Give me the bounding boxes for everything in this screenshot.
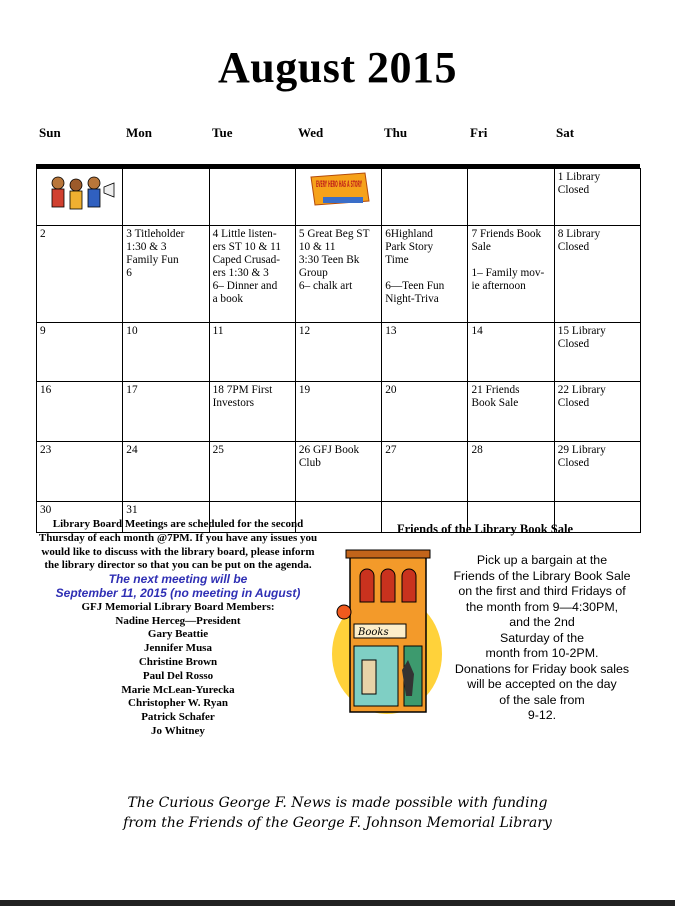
svg-text:EVERY HERO HAS A STORY: EVERY HERO HAS A STORY <box>315 180 362 190</box>
calendar-day-text: 20 <box>385 384 397 396</box>
footer-note <box>0 793 675 833</box>
weekday-fri: Fri <box>470 125 488 140</box>
calendar-day-cell <box>37 323 123 382</box>
calendar-day-text: 2 <box>40 228 46 240</box>
footer-line2: from the Friends of the George F. Johnson Memorial Library <box>123 815 552 831</box>
board-member: Marie McLean-Yurecka <box>121 683 235 696</box>
calendar-week <box>37 226 641 323</box>
calendar-day-cell <box>123 226 209 323</box>
book-sale-donations: Donations for Friday book sales will be accepted on the day of the sale from 9-12. <box>454 661 630 722</box>
calendar-day-cell <box>382 169 468 226</box>
board-member: Paul Del Rosso <box>142 669 214 682</box>
calendar-day-cell <box>382 226 468 323</box>
calendar-week <box>37 442 641 502</box>
board-member: Christopher W. Ryan <box>128 697 228 710</box>
bookstore-illustration <box>330 542 445 717</box>
calendar-day-cell <box>209 323 295 382</box>
calendar-day-text: 1 Library Closed <box>557 171 601 196</box>
calendar-day-text: 3 Titleholder 1:30 & 3 Family Fun 6 <box>126 228 185 279</box>
page-title: August 2015 <box>218 43 457 92</box>
footer-line1: The Curious George F. News is made possible with funding <box>127 795 548 811</box>
calendar-day-cell <box>123 442 209 502</box>
calendar-day-cell <box>382 382 468 442</box>
calendar-day-cell <box>123 382 209 442</box>
board-meeting-info: Library Board Meetings are scheduled for the second Thursday of each month @7PM. If you have any issues you would like to discuss with the library board, please inform the library director so that you can be put on the agenda. <box>38 518 318 572</box>
calendar-day-text: 24 <box>126 444 138 456</box>
bottom-rule <box>0 900 675 906</box>
calendar-day-text: 7 Friends Book Sale 1– Family mov- ie afternoon <box>471 228 545 292</box>
calendar-day-cell <box>37 382 123 442</box>
board-member: Jennifer Musa <box>144 642 212 655</box>
calendar-day-text: 4 Little listen- ers ST 10 & 11 Caped Crusad- ers 1:30 & 3 6– Dinner and a book <box>212 228 282 305</box>
calendar-day-text: 18 7PM First Investors <box>212 384 273 409</box>
calendar-day-text: 29 Library Closed <box>557 444 606 469</box>
calendar-day-cell <box>295 382 381 442</box>
calendar-day-text: 15 Library Closed <box>557 325 606 350</box>
calendar-day-cell <box>209 442 295 502</box>
calendar-day-text: 8 Library Closed <box>557 228 601 253</box>
calendar-day-cell <box>382 323 468 382</box>
calendar-day-text: 19 <box>298 384 311 396</box>
calendar-day-cell <box>468 442 554 502</box>
board-member: Gary Beattie <box>147 628 209 641</box>
calendar-day-text: 16 <box>40 384 52 396</box>
book-sale-text <box>440 553 644 724</box>
calendar-day-text: 27 <box>385 444 397 456</box>
calendar-day-cell <box>554 226 640 323</box>
board-member: Patrick Schafer <box>141 711 215 724</box>
weekday-wed: Wed <box>298 125 324 140</box>
calendar-day-cell <box>37 442 123 502</box>
board-member: Nadine Herceg—President <box>115 614 241 627</box>
calendar-day-cell <box>37 226 123 323</box>
calendar-day-cell <box>295 226 381 323</box>
calendar-day-cell <box>468 382 554 442</box>
board-member: Christine Brown <box>138 655 218 668</box>
calendar-day-cell <box>209 169 295 226</box>
calendar-day-cell <box>295 169 381 226</box>
library-board-section <box>28 518 328 739</box>
calendar-day-text: 28 <box>471 444 483 456</box>
calendar-day-cell <box>295 442 381 502</box>
calendar-day-cell <box>37 169 123 226</box>
calendar-day-text: 5 Great Beg ST 10 & 11 3:30 Teen Bk Group 6– chalk art <box>298 228 370 292</box>
calendar-day-text: 31 <box>126 504 138 516</box>
calendar-week <box>37 382 641 442</box>
next-meeting-line1: The next meeting will be <box>108 572 248 587</box>
board-members-heading: GFJ Memorial Library Board Members: <box>81 600 275 613</box>
calendar-day-text: 17 <box>126 384 138 396</box>
calendar-day-text: 12 <box>298 325 311 337</box>
book-sale-title: Friends of the Library Book Sale <box>396 522 574 536</box>
calendar-day-cell <box>554 169 640 226</box>
shop-sign-text: Books <box>358 627 389 638</box>
calendar-day-cell <box>468 226 554 323</box>
weekday-tue: Tue <box>212 125 233 140</box>
calendar-day-cell <box>209 226 295 323</box>
calendar-day-cell <box>468 169 554 226</box>
weekday-mon: Mon <box>126 125 152 140</box>
weekday-sat: Sat <box>556 125 575 140</box>
calendar-day-text: 14 <box>471 325 483 337</box>
calendar-day-text: 10 <box>126 325 138 337</box>
calendar-week <box>37 169 641 226</box>
calendar-day-cell <box>554 442 640 502</box>
calendar-day-cell <box>123 323 209 382</box>
calendar-day-text: 21 Friends Book Sale <box>471 384 520 409</box>
calendar-day-text: 6Highland Park Story Time 6—Teen Fun Night-Triva <box>385 228 445 305</box>
calendar-day-text: 23 <box>40 444 52 456</box>
board-members-list <box>28 615 328 739</box>
calendar-day-cell <box>382 442 468 502</box>
calendar-week <box>37 323 641 382</box>
calendar-grid <box>36 168 641 533</box>
calendar-day-cell <box>554 382 640 442</box>
calendar-day-text: 13 <box>385 325 397 337</box>
next-meeting-line2: September 11, 2015 (no meeting in August) <box>55 585 301 600</box>
calendar-day-cell <box>554 323 640 382</box>
weekday-sun: Sun <box>39 125 61 140</box>
superhero-kids-icon <box>42 173 118 217</box>
every-hero-logo <box>307 171 371 209</box>
calendar-day-text: 22 Library Closed <box>557 384 606 409</box>
calendar-day-cell <box>295 323 381 382</box>
calendar-day-text: 9 <box>40 325 46 337</box>
calendar-day-cell <box>209 382 295 442</box>
calendar-day-text: 30 <box>40 504 52 516</box>
calendar-day-text: 25 <box>212 444 224 456</box>
book-sale-schedule: Pick up a bargain at the Friends of the Library Book Sale on the first and third Fridays of the month from 9—4:30PM, and the 2nd Saturday of the month from 10-2PM. <box>453 553 631 660</box>
board-member: Jo Whitney <box>151 724 205 737</box>
calendar-day-cell <box>468 323 554 382</box>
calendar-day-text: 26 GFJ Book Club <box>298 444 360 469</box>
calendar-day-text: 11 <box>212 325 224 337</box>
calendar-day-cell <box>123 169 209 226</box>
weekday-thu: Thu <box>384 125 408 140</box>
